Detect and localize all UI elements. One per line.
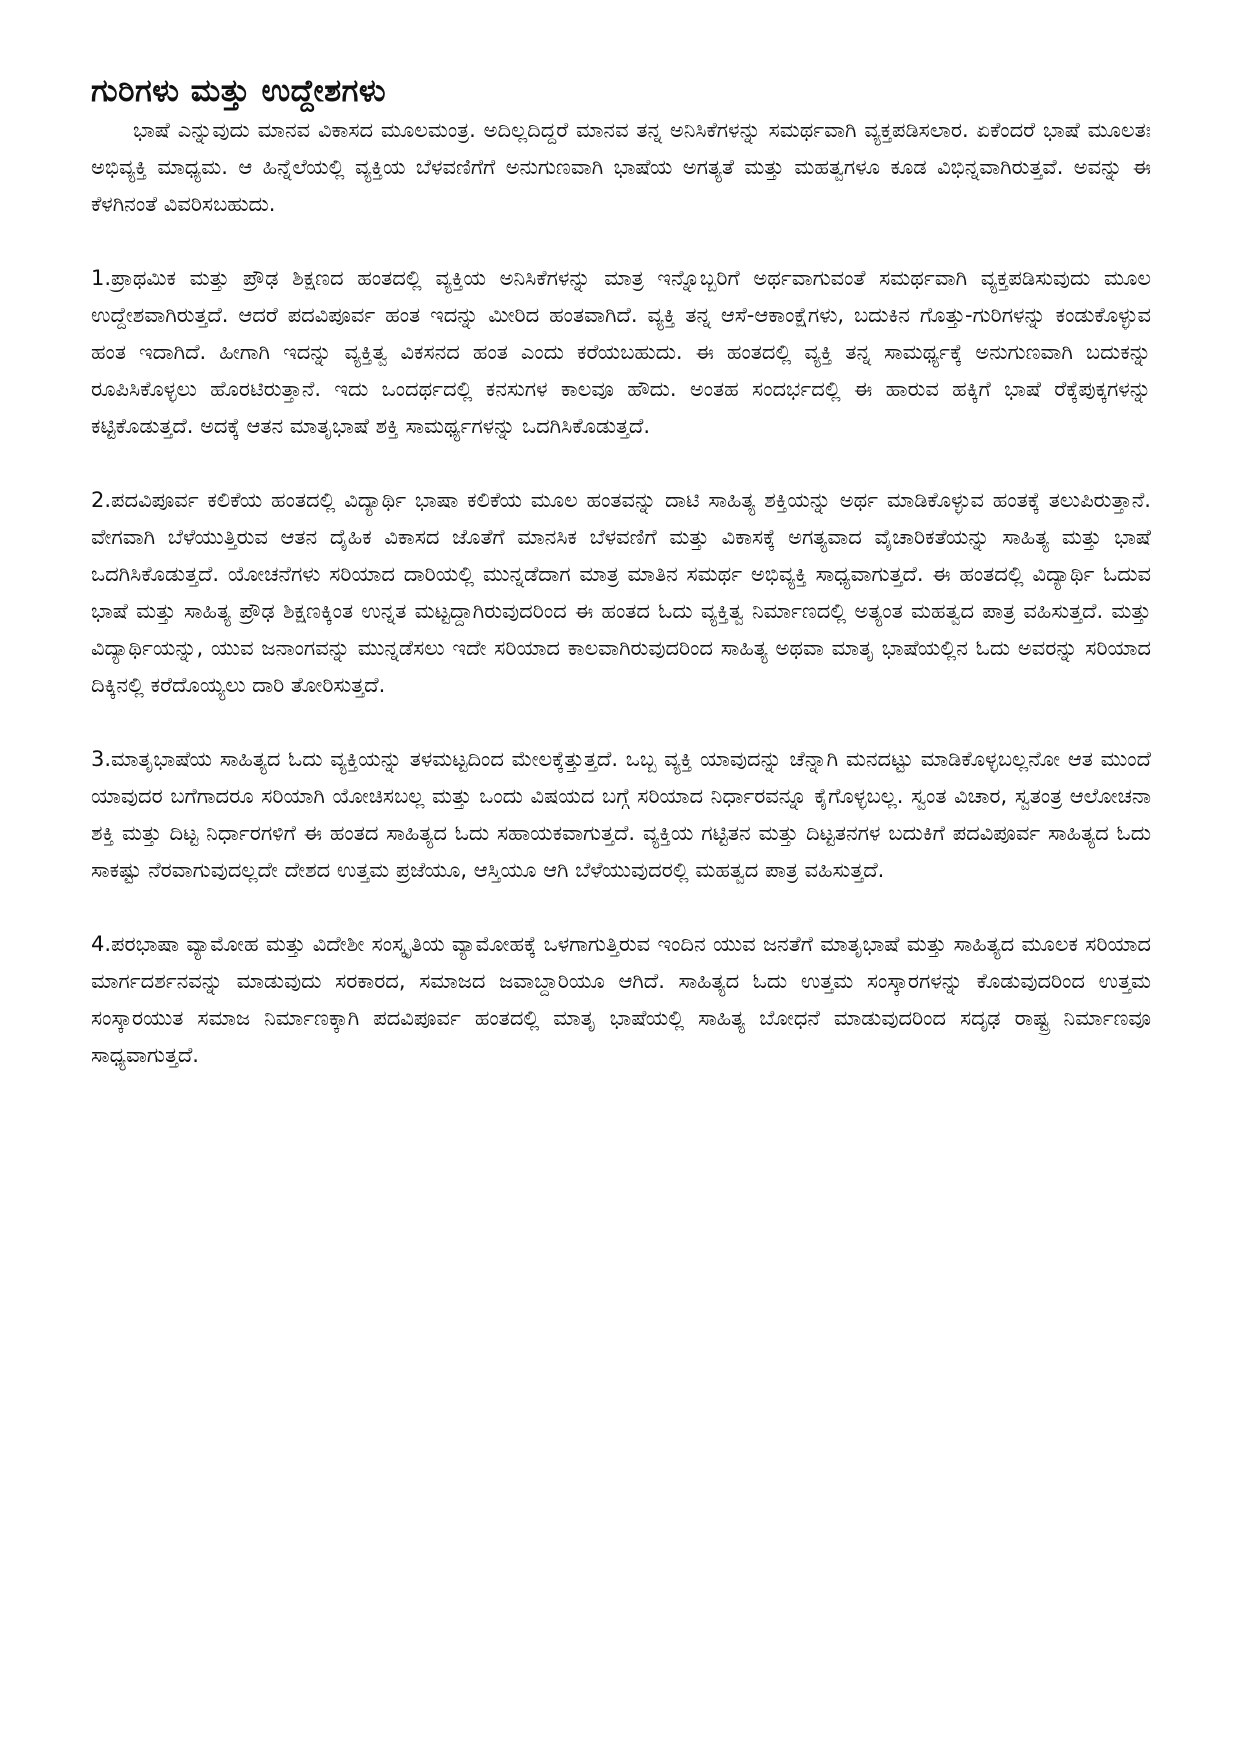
intro-paragraph: ಭಾಷೆ ಎನ್ನುವುದು ಮಾನವ ವಿಕಾಸದ ಮೂಲಮಂತ್ರ. ಅದಿಲ್ಲದಿದ್ದರೆ ಮಾನವ ತನ್ನ ಅನಿಸಿಕೆಗಳನ್ನು ಸಮರ್ಥವಾಗಿ ವ್ಯಕ್ತಪಡಿಸಲಾರ. ಏಕೆಂದರೆ ಭಾಷೆ ಮೂಲತಃ ಅಭಿವ್ಯಕ್ತಿ ಮಾಧ್ಯಮ. ಆ ಹಿನ್ನೆಲೆಯಲ್ಲಿ ವ್ಯಕ್ತಿಯ ಬೆಳವಣಿಗೆಗೆ ಅನುಗುಣವಾಗಿ ಭಾಷೆಯ ಅಗತ್ಯತೆ ಮತ್ತು ಮಹತ್ವಗಳೂ ಕೂಡ ವಿಭಿನ್ನವಾಗಿರುತ್ತವೆ. ಅವನ್ನು ಈ ಕೆಳಗಿನಂತೆ ವಿವರಿಸಬಹುದು. xyxy=(91,118,1151,216)
point-paragraph-4: 4.ಪರಭಾಷಾ ವ್ಯಾಮೋಹ ಮತ್ತು ವಿದೇಶೀ ಸಂಸ್ಕೃತಿಯ ವ್ಯಾಮೋಹಕ್ಕೆ ಒಳಗಾಗುತ್ತಿರುವ ಇಂದಿನ ಯುವ ಜನತೆಗೆ ಮಾತೃಭಾಷೆ ಮತ್ತು ಸಾಹಿತ್ಯದ ಮೂಲಕ ಸರಿಯಾದ ಮಾರ್ಗದರ್ಶನವನ್ನು ಮಾಡುವುದು ಸರಕಾರದ, ಸಮಾಜದ ಜವಾಬ್ದಾರಿಯೂ ಆಗಿದೆ. ಸಾಹಿತ್ಯದ ಓದು ಉತ್ತಮ ಸಂಸ್ಕಾರಗಳನ್ನು ಕೊಡುವುದರಿಂದ ಉತ್ತಮ ಸಂಸ್ಕಾರಯುತ ಸಮಾಜ ನಿರ್ಮಾಣಕ್ಕಾಗಿ ಪದವಿಪೂರ್ವ ಹಂತದಲ್ಲಿ ಮಾತೃ ಭಾಷೆಯಲ್ಲಿ ಸಾಹಿತ್ಯ ಬೋಧನೆ ಮಾಡುವುದರಿಂದ ಸದೃಢ ರಾಷ್ಟ್ರ ನಿರ್ಮಾಣವೂ ಸಾಧ್ಯವಾಗುತ್ತದೆ. xyxy=(91,932,1151,1067)
point-paragraph-2: 2.ಪದವಿಪೂರ್ವ ಕಲಿಕೆಯ ಹಂತದಲ್ಲಿ ವಿದ್ಯಾರ್ಥಿ ಭಾಷಾ ಕಲಿಕೆಯ ಮೂಲ ಹಂತವನ್ನು ದಾಟಿ ಸಾಹಿತ್ಯ ಶಕ್ತಿಯನ್ನು ಅರ್ಥ ಮಾಡಿಕೊಳ್ಳುವ ಹಂತಕ್ಕೆ ತಲುಪಿರುತ್ತಾನೆ. ವೇಗವಾಗಿ ಬೆಳೆಯುತ್ತಿರುವ ಆತನ ದೈಹಿಕ ವಿಕಾಸದ ಜೊತೆಗೆ ಮಾನಸಿಕ ಬೆಳವಣಿಗೆ ಮತ್ತು ವಿಕಾಸಕ್ಕೆ ಅಗತ್ಯವಾದ ವೈಚಾರಿಕತೆಯನ್ನು ಸಾಹಿತ್ಯ ಮತ್ತು ಭಾಷೆ ಒದಗಿಸಿಕೊಡುತ್ತದೆ. ಯೋಚನೆಗಳು ಸರಿಯಾದ ದಾರಿಯಲ್ಲಿ ಮುನ್ನಡೆದಾಗ ಮಾತ್ರ ಮಾತಿನ ಸಮರ್ಥ ಅಭಿವ್ಯಕ್ತಿ ಸಾಧ್ಯವಾಗುತ್ತದೆ. ಈ ಹಂತದಲ್ಲಿ ವಿದ್ಯಾರ್ಥಿ ಓದುವ ಭಾಷೆ ಮತ್ತು ಸಾಹಿತ್ಯ ಪ್ರೌಢ ಶಿಕ್ಷಣಕ್ಕಿಂತ ಉನ್ನತ ಮಟ್ಟದ್ದಾಗಿರುವುದರಿಂದ ಈ ಹಂತದ ಓದು ವ್ಯಕ್ತಿತ್ವ ನಿರ್ಮಾಣದಲ್ಲಿ ಅತ್ಯಂತ ಮಹತ್ವದ ಪಾತ್ರ ವಹಿಸುತ್ತದೆ. ಮತ್ತು ವಿದ್ಯಾರ್ಥಿಯನ್ನು, ಯುವ ಜನಾಂಗವನ್ನು ಮುನ್ನಡೆಸಲು ಇದೇ ಸರಿಯಾದ ಕಾಲವಾಗಿರುವುದರಿಂದ ಸಾಹಿತ್ಯ ಅಥವಾ ಮಾತೃ ಭಾಷೆಯಲ್ಲಿನ ಓದು ಅವರನ್ನು ಸರಿಯಾದ ದಿಕ್ಕಿನಲ್ಲಿ ಕರೆದೊಯ್ಯಲು ದಾರಿ ತೋರಿಸುತ್ತದೆ. xyxy=(91,488,1151,697)
point-paragraph-1: 1.ಪ್ರಾಥಮಿಕ ಮತ್ತು ಪ್ರೌಢ ಶಿಕ್ಷಣದ ಹಂತದಲ್ಲಿ ವ್ಯಕ್ತಿಯ ಅನಿಸಿಕೆಗಳನ್ನು ಮಾತ್ರ ಇನ್ನೊಬ್ಬರಿಗೆ ಅರ್ಥವಾಗುವಂತೆ ಸಮರ್ಥವಾಗಿ ವ್ಯಕ್ತಪಡಿಸುವುದು ಮೂಲ ಉದ್ದೇಶವಾಗಿರುತ್ತದೆ. ಆದರೆ ಪದವಿಪೂರ್ವ ಹಂತ ಇದನ್ನು ಮೀರಿದ ಹಂತವಾಗಿದೆ. ವ್ಯಕ್ತಿ ತನ್ನ ಆಸೆ-ಆಕಾಂಕ್ಷೆಗಳು, ಬದುಕಿನ ಗೊತ್ತು-ಗುರಿಗಳನ್ನು ಕಂಡುಕೊಳ್ಳುವ ಹಂತ ಇದಾಗಿದೆ. ಹೀಗಾಗಿ ಇದನ್ನು ವ್ಯಕ್ತಿತ್ವ ವಿಕಸನದ ಹಂತ ಎಂದು ಕರೆಯಬಹುದು. ಈ ಹಂತದಲ್ಲಿ ವ್ಯಕ್ತಿ ತನ್ನ ಸಾಮರ್ಥ್ಯಕ್ಕೆ ಅನುಗುಣವಾಗಿ ಬದುಕನ್ನು ರೂಪಿಸಿಕೊಳ್ಳಲು ಹೊರಟಿರುತ್ತಾನೆ. ಇದು ಒಂದರ್ಥದಲ್ಲಿ ಕನಸುಗಳ ಕಾಲವೂ ಹೌದು. ಅಂತಹ ಸಂದರ್ಭದಲ್ಲಿ ಈ ಹಾರುವ ಹಕ್ಕಿಗೆ ಭಾಷೆ ರೆಕ್ಕೆಪುಕ್ಕಗಳನ್ನು ಕಟ್ಟಿಕೊಡುತ್ತದೆ. ಅದಕ್ಕೆ ಆತನ ಮಾತೃಭಾಷೆ ಶಕ್ತಿ ಸಾಮರ್ಥ್ಯಗಳನ್ನು ಒದಗಿಸಿಕೊಡುತ್ತದೆ. xyxy=(91,266,1151,438)
document-page xyxy=(91,70,1151,1074)
page-title: ಗುರಿಗಳು ಮತ್ತು ಉದ್ದೇಶಗಳು xyxy=(91,73,387,109)
point-paragraph-3: 3.ಮಾತೃಭಾಷೆಯ ಸಾಹಿತ್ಯದ ಓದು ವ್ಯಕ್ತಿಯನ್ನು ತಳಮಟ್ಟದಿಂದ ಮೇಲಕ್ಕೆತ್ತುತ್ತದೆ. ಒಬ್ಬ ವ್ಯಕ್ತಿ ಯಾವುದನ್ನು ಚೆನ್ನಾಗಿ ಮನದಟ್ಟು ಮಾಡಿಕೊಳ್ಳಬಲ್ಲನೋ ಆತ ಮುಂದೆ ಯಾವುದರ ಬಗೆಗಾದರೂ ಸರಿಯಾಗಿ ಯೋಚಿಸಬಲ್ಲ ಮತ್ತು ಒಂದು ವಿಷಯದ ಬಗ್ಗೆ ಸರಿಯಾದ ನಿರ್ಧಾರವನ್ನೂ ಕೈಗೊಳ್ಳಬಲ್ಲ. ಸ್ವಂತ ವಿಚಾರ, ಸ್ವತಂತ್ರ ಆಲೋಚನಾ ಶಕ್ತಿ ಮತ್ತು ದಿಟ್ಟ ನಿರ್ಧಾರಗಳಿಗೆ ಈ ಹಂತದ ಸಾಹಿತ್ಯದ ಓದು ಸಹಾಯಕವಾಗುತ್ತದೆ. ವ್ಯಕ್ತಿಯ ಗಟ್ಟಿತನ ಮತ್ತು ದಿಟ್ಟತನಗಳ ಬದುಕಿಗೆ ಪದವಿಪೂರ್ವ ಸಾಹಿತ್ಯದ ಓದು ಸಾಕಷ್ಟು ನೆರವಾಗುವುದಲ್ಲದೇ ದೇಶದ ಉತ್ತಮ ಪ್ರಜೆಯೂ, ಆಸ್ತಿಯೂ ಆಗಿ ಬೆಳೆಯುವುದರಲ್ಲಿ ಮಹತ್ವದ ಪಾತ್ರ ವಹಿಸುತ್ತದೆ. xyxy=(91,747,1151,882)
